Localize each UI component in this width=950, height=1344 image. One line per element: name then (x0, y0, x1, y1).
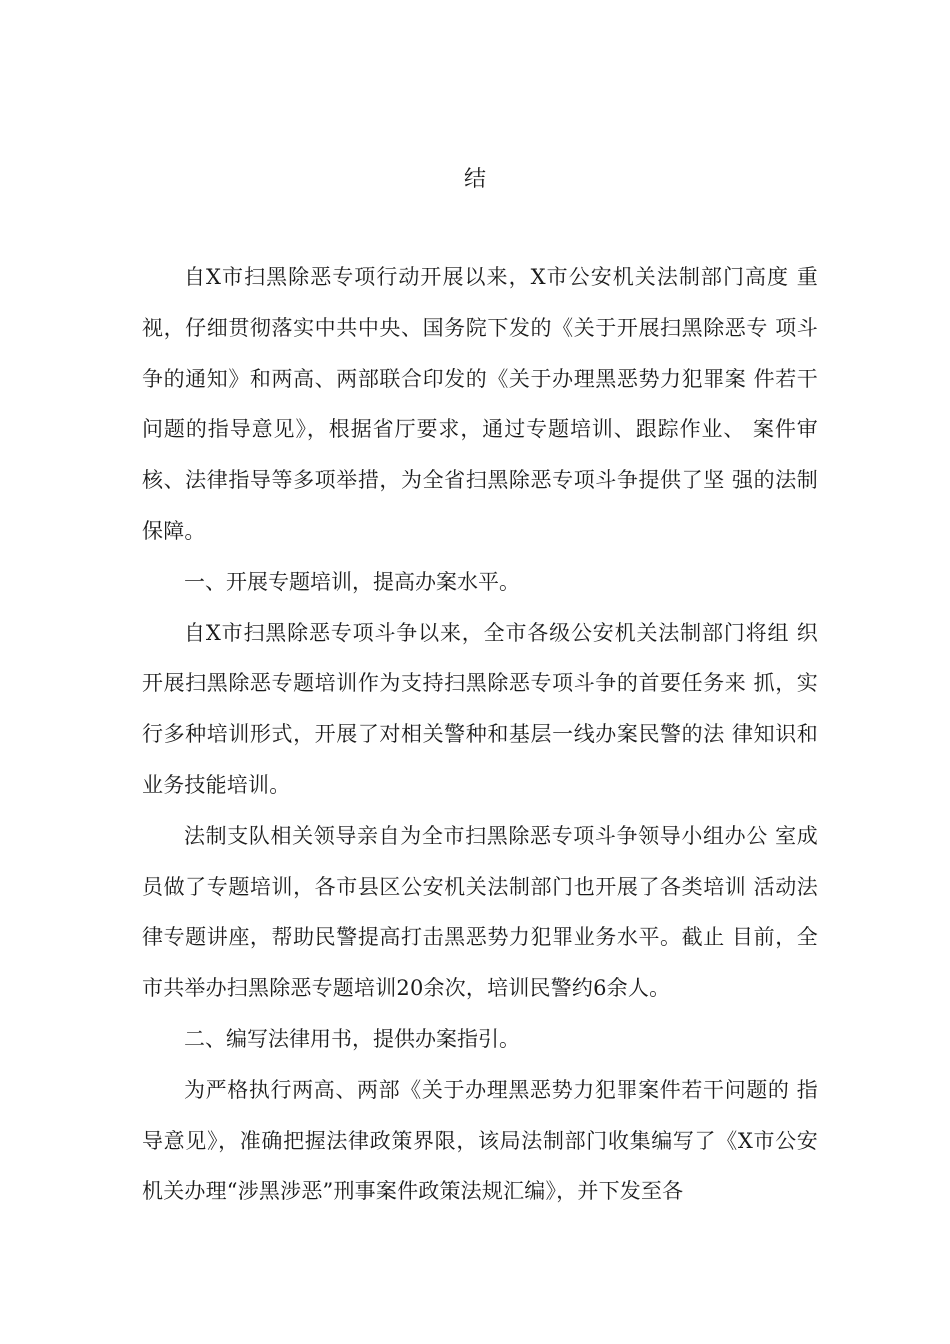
section-heading-training: 一、开展专题培训，提高办案水平。 (184, 569, 520, 594)
paragraph-legal-books: 为严格执行两高、两部《关于办理黑恶势力犯罪案件若干问题的 指导意见》，准确把握法律政策界限，该局法制部门收集编写了《X市公安机关办理“涉黑涉恶”刑事案件政策法规汇编》，并下发至各 (142, 1077, 818, 1204)
paragraph-training-2: 法制支队相关领导亲自为全市扫黑除恶专项斗争领导小组办公 室成员做了专题培训，各市县区公安机关法制部门也开展了各类培训 活动法律专题讲座，帮助民警提高打击黑恶势力犯罪业务水平。截止 目前，全市共举办扫黑除恶专题培训20余次，培训民警约6余人。 (142, 823, 818, 1001)
document-body (142, 252, 818, 1217)
paragraph-intro: 自X市扫黑除恶专项行动开展以来，X市公安机关法制部门高度 重视，仔细贯彻落实中共中央、国务院下发的《关于开展扫黑除恶专 项斗争的通知》和两高、两部联合印发的《关于办理黑恶势力犯罪案 件若干问题的指导意见》，根据省厅要求，通过专题培训、跟踪作业、 案件审核、法律指导等多项举措，为全省扫黑除恶专项斗争提供了坚 强的法制保障。 (142, 265, 818, 543)
document-title: 结 (463, 167, 486, 192)
section-heading-legal-books: 二、编写法律用书，提供办案指引。 (184, 1026, 520, 1051)
paragraph-training-1: 自X市扫黑除恶专项斗争以来，全市各级公安机关法制部门将组 织开展扫黑除恶专题培训作为支持扫黑除恶专项斗争的首要任务来 抓，实行多种培训形式，开展了对相关警种和基层一线办案民警的法 律知识和业务技能培训。 (142, 620, 818, 797)
